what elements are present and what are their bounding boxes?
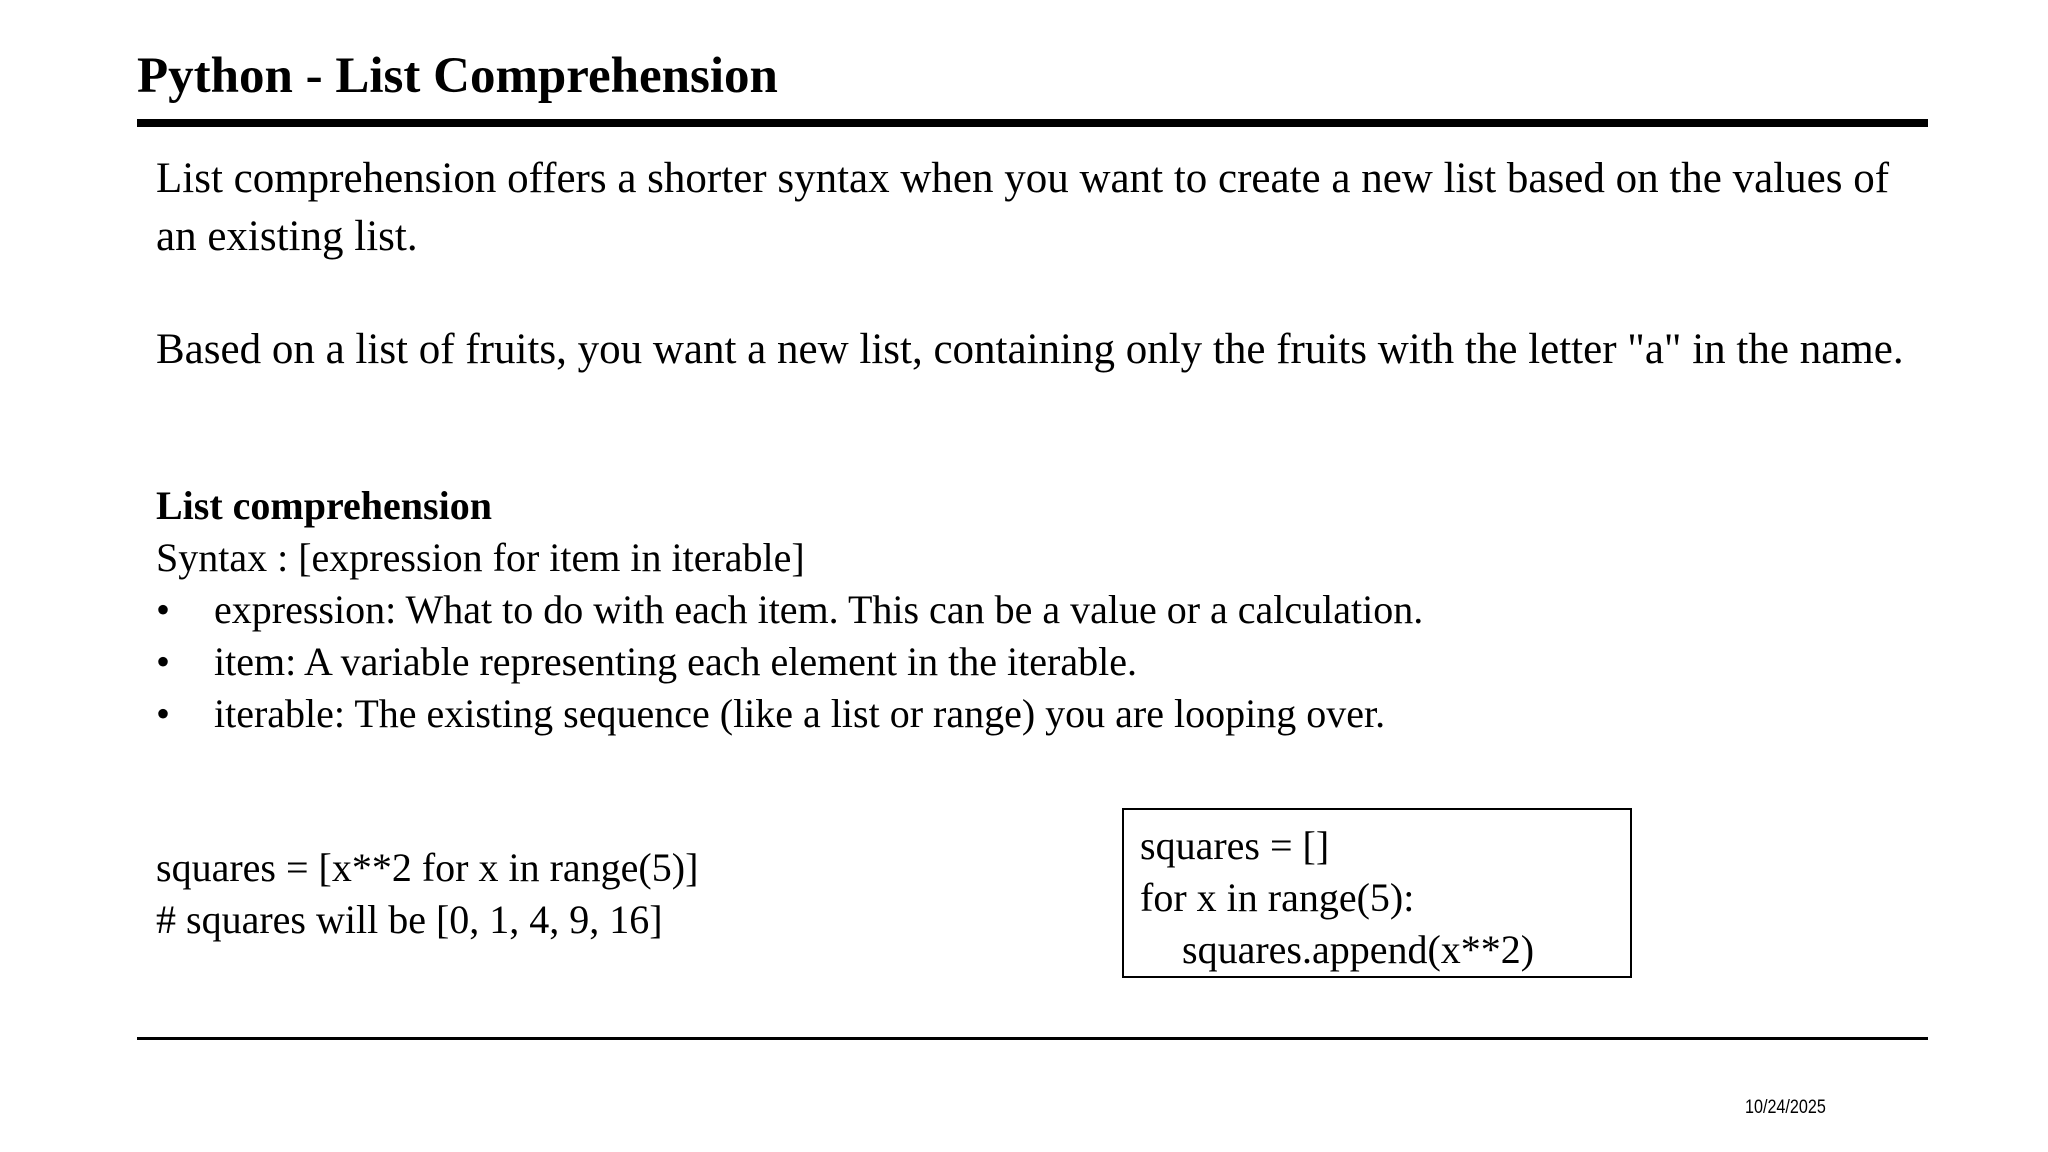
list-comprehension-section xyxy=(156,480,1916,740)
code-line: squares = [] xyxy=(1140,823,1330,868)
equivalent-loop-code-box xyxy=(1122,808,1632,978)
comprehension-code-example xyxy=(156,842,698,946)
bullet-icon: • xyxy=(156,639,171,684)
slide-title: Python - List Comprehension xyxy=(137,48,778,104)
section-heading: List comprehension xyxy=(156,483,492,528)
intro-paragraph: List comprehension offers a shorter syntax when you want to create a new list based on the values of an existing list. xyxy=(156,155,1890,260)
bullet-item xyxy=(156,688,1916,740)
bullet-text: item: A variable representing each element in the iterable. xyxy=(214,639,1137,684)
syntax-line: Syntax : [expression for item in iterable] xyxy=(156,535,805,580)
title-divider xyxy=(137,119,1928,127)
code-line: squares = [x**2 for x in range(5)] xyxy=(156,845,699,890)
slide-date: 10/24/2025 xyxy=(1745,1097,1826,1118)
footer-divider xyxy=(137,1037,1928,1040)
bullet-item xyxy=(156,636,1916,688)
bullet-text: expression: What to do with each item. This can be a value or a calculation. xyxy=(214,587,1424,632)
bullet-item xyxy=(156,584,1916,636)
code-line: squares.append(x**2) xyxy=(1182,927,1535,972)
bullet-icon: • xyxy=(156,587,171,632)
code-comment: # squares will be [0, 1, 4, 9, 16] xyxy=(156,897,663,942)
bullet-icon: • xyxy=(156,691,171,736)
code-line: for x in range(5): xyxy=(1140,875,1415,920)
fruit-example-paragraph: Based on a list of fruits, you want a new list, containing only the fruits with the letter "a" in the name. xyxy=(156,326,1904,373)
bullet-text: iterable: The existing sequence (like a list or range) you are looping over. xyxy=(214,691,1386,736)
